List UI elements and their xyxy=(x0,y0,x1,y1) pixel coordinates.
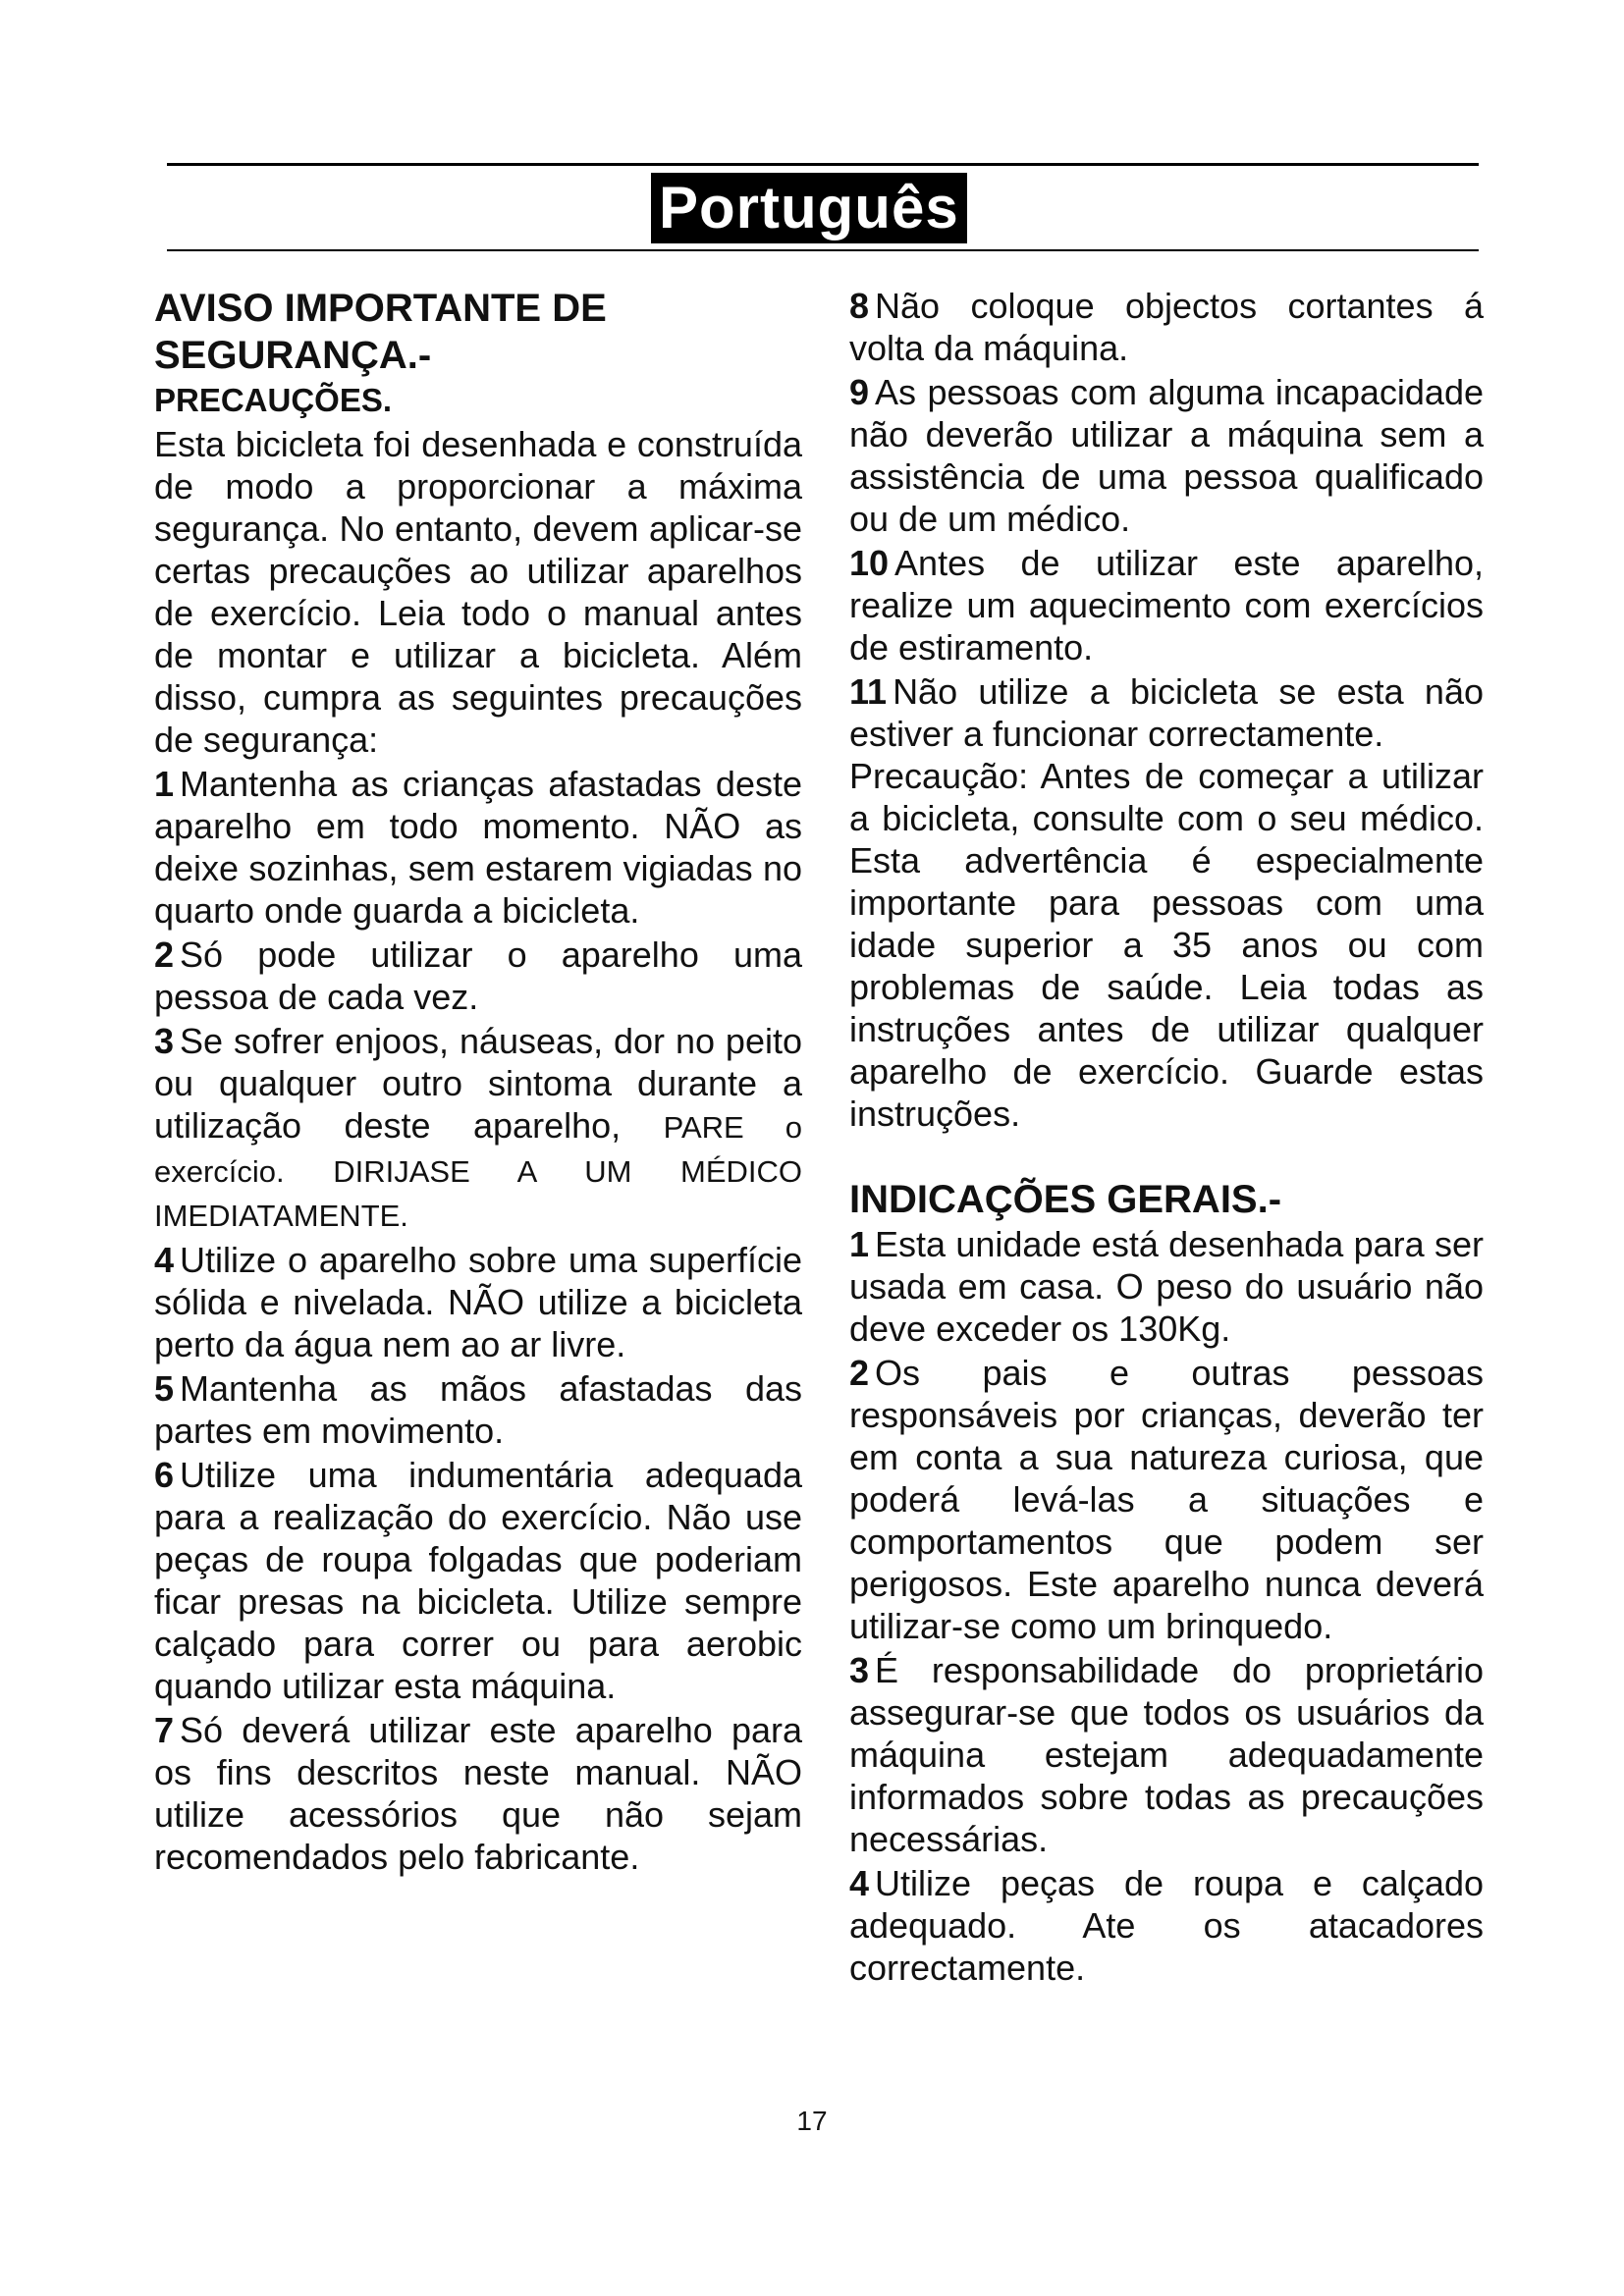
item-text: Esta unidade está desenhada para ser usada em casa. O peso do usuário não deve exceder os 130Kg. xyxy=(849,1224,1484,1349)
list-item xyxy=(849,1223,1484,1350)
list-item xyxy=(154,1709,802,1878)
list-item xyxy=(849,1862,1484,1989)
item-number: 1 xyxy=(849,1224,870,1264)
language-badge: Português xyxy=(651,173,967,243)
list-item xyxy=(154,934,802,1018)
section-spacer xyxy=(849,1135,1484,1176)
item-number: 2 xyxy=(154,934,175,975)
item-number: 11 xyxy=(849,671,888,712)
left-column xyxy=(154,285,802,1878)
item-text: Utilize o aparelho sobre uma superfície sólida e nivelada. NÃO utilize a bicicleta perto da água nem ao ar livre. xyxy=(154,1240,802,1364)
item-number: 2 xyxy=(849,1353,870,1393)
list-item xyxy=(154,1239,802,1365)
item-text: Os pais e outras pessoas responsáveis por crianças, deverão ter em conta a sua natureza curiosa, que poderá levá-las a situações e comportamentos que podem ser perigosos. Este aparelho nunca deverá utilizar-se como um brinquedo. xyxy=(849,1353,1484,1646)
item-text: É responsabilidade do proprietário assegurar-se que todos os usuários da máquina estejam adequadamente informados sobre todas as precauções necessárias. xyxy=(849,1650,1484,1859)
item-text: Utilize peças de roupa e calçado adequado. Ate os atacadores correctamente. xyxy=(849,1863,1484,1988)
item-text: As pessoas com alguma incapacidade não deverão utilizar a máquina sem a assistência de uma pessoa qualificado ou de um médico. xyxy=(849,372,1484,539)
item-number: 4 xyxy=(154,1240,175,1280)
page-number: 17 xyxy=(796,2106,828,2136)
intro-paragraph: Esta bicicleta foi desenhada e construída de modo a proporcionar a máxima segurança. No entanto, devem aplicar-se certas precauções ao utilizar aparelhos de exercício. Leia todo o manual antes de montar e utilizar a bicicleta. Além disso, cumpra as seguintes precauções de segurança: xyxy=(154,424,802,760)
right-column xyxy=(849,285,1484,1989)
section-title-line1: AVISO IMPORTANTE DE xyxy=(154,287,607,330)
list-item xyxy=(154,1367,802,1452)
list-item xyxy=(849,285,1484,369)
item-text: Se sofrer enjoos, náuseas, dor no peito ou qualquer outro sintoma durante a utilização deste aparelho, xyxy=(154,1021,802,1146)
list-item xyxy=(154,763,802,932)
list-item xyxy=(849,1352,1484,1647)
item-number: 4 xyxy=(849,1863,870,1903)
header-top-rule xyxy=(167,163,1479,166)
list-item xyxy=(849,542,1484,668)
list-item xyxy=(154,1454,802,1707)
item-text: Só deverá utilizar este aparelho para os fins descritos neste manual. NÃO utilize acessórios que não sejam recomendados pelo fabricante. xyxy=(154,1710,802,1877)
item-number: 3 xyxy=(849,1650,870,1690)
general-indications-title: INDICAÇÕES GERAIS.- xyxy=(849,1178,1282,1221)
list-item xyxy=(849,670,1484,755)
item-number: 9 xyxy=(849,372,870,412)
list-item xyxy=(849,371,1484,540)
item-text: Não utilize a bicicleta se esta não estiver a funcionar correctamente. xyxy=(849,671,1484,754)
item-number: 8 xyxy=(849,286,870,326)
item-text-emphasis: PARE o exercício. DIRIJASE A UM MÉDICO IMEDIATAMENTE. xyxy=(154,1110,802,1233)
item-text: Antes de utilizar este aparelho, realize um aquecimento com exercícios de estiramento. xyxy=(849,543,1484,667)
item-number: 10 xyxy=(849,543,890,583)
header-bottom-rule xyxy=(167,249,1479,251)
section-title-line2: SEGURANÇA.- xyxy=(154,334,432,377)
precautions-subtitle: PRECAUÇÕES. xyxy=(154,382,393,418)
item-text: Não coloque objectos cortantes á volta da máquina. xyxy=(849,286,1484,368)
caution-paragraph: Precaução: Antes de começar a utilizar a bicicleta, consulte com o seu médico. Esta advertência é especialmente importante para pessoas com uma idade superior a 35 anos ou com problemas de saúde. Leia todas as instruções antes de utilizar qualquer aparelho de exercício. Guarde estas instruções. xyxy=(849,756,1484,1134)
list-item xyxy=(849,1649,1484,1860)
item-number: 3 xyxy=(154,1021,175,1061)
item-number: 1 xyxy=(154,764,175,804)
item-text: Só pode utilizar o aparelho uma pessoa de cada vez. xyxy=(154,934,802,1017)
item-number: 5 xyxy=(154,1368,175,1409)
item-text: Utilize uma indumentária adequada para a realização do exercício. Não use peças de roupa folgadas que poderiam ficar presas na bicicleta. Utilize sempre calçado para correr ou para aerobic quando utilizar esta máquina. xyxy=(154,1455,802,1706)
item-text: Mantenha as mãos afastadas das partes em movimento. xyxy=(154,1368,802,1451)
item-number: 7 xyxy=(154,1710,175,1750)
list-item xyxy=(154,1020,802,1237)
item-text: Mantenha as crianças afastadas deste aparelho em todo momento. NÃO as deixe sozinhas, sem estarem vigiadas no quarto onde guarda a bicicleta. xyxy=(154,764,802,931)
item-number: 6 xyxy=(154,1455,175,1495)
